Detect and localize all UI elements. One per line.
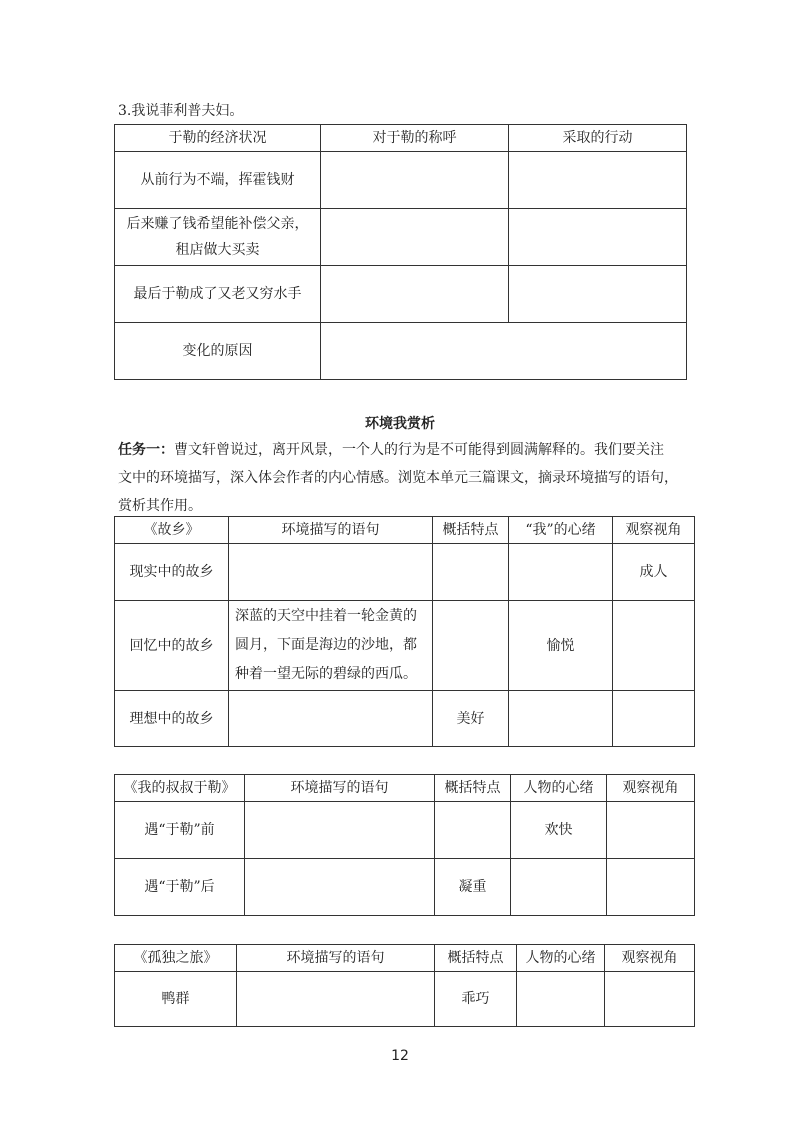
page-number: 12 — [391, 1048, 409, 1064]
sentence-cell[interactable]: 深蓝的天空中挂着一轮金黄的 圆月，下面是海边的沙地，都 种着一望无际的碧绿的西瓜。 — [229, 601, 433, 691]
header-economic-status: 于勒的经济状况 — [115, 125, 321, 152]
table-gudu — [114, 944, 695, 1027]
feature-cell[interactable]: 美好 — [433, 691, 509, 747]
feature-cell[interactable] — [435, 802, 511, 859]
header-feature: 概括特点 — [433, 517, 509, 544]
table-header-row — [115, 125, 687, 152]
table-yule — [114, 774, 695, 916]
empty-cell[interactable] — [509, 152, 687, 209]
header-sentence: 环境描写的语句 — [229, 517, 433, 544]
header-title: 《故乡》 — [115, 517, 229, 544]
header-mood: “我”的心绪 — [509, 517, 613, 544]
header-sentence: 环境描写的语句 — [237, 945, 435, 972]
header-address: 对于勒的称呼 — [321, 125, 509, 152]
table-row — [115, 601, 695, 691]
row-label: 从前行为不端，挥霍钱财 — [115, 152, 321, 209]
header-action: 采取的行动 — [509, 125, 687, 152]
row-name: 遇“于勒”前 — [115, 802, 245, 859]
header-mood: 人物的心绪 — [511, 775, 607, 802]
row-name: 遇“于勒”后 — [115, 859, 245, 916]
table-row — [115, 972, 695, 1027]
empty-cell[interactable] — [509, 209, 687, 266]
row-name: 理想中的故乡 — [115, 691, 229, 747]
feature-cell[interactable] — [433, 544, 509, 601]
sentence-cell[interactable] — [245, 859, 435, 916]
empty-cell[interactable] — [321, 266, 509, 323]
table-row — [115, 152, 687, 209]
section3-title: 3.我说菲利普夫妇。 — [118, 103, 244, 119]
sentence-cell[interactable] — [229, 544, 433, 601]
table-row — [115, 859, 695, 916]
row-label: 最后于勒成了又老又穷水手 — [115, 266, 321, 323]
feature-cell[interactable]: 凝重 — [435, 859, 511, 916]
view-cell[interactable] — [613, 691, 695, 747]
header-title: 《孤独之旅》 — [115, 945, 237, 972]
table-philippe — [114, 124, 687, 380]
task-line-2: 文中的环境描写，深入体会作者的内心情感。浏览本单元三篇课文，摘录环境描写的语句， — [118, 470, 678, 486]
sentence-cell[interactable] — [245, 802, 435, 859]
mood-cell[interactable] — [509, 691, 613, 747]
table-row — [115, 323, 687, 380]
sentence-cell[interactable] — [229, 691, 433, 747]
task-label: 任务一： — [118, 442, 174, 458]
task-paragraph — [118, 436, 698, 464]
feature-cell[interactable]: 乖巧 — [435, 972, 517, 1027]
table-row — [115, 209, 687, 266]
header-mood: 人物的心绪 — [517, 945, 605, 972]
header-sentence: 环境描写的语句 — [245, 775, 435, 802]
empty-cell[interactable] — [321, 323, 687, 380]
task-line-3: 赏析其作用。 — [118, 498, 202, 514]
row-name: 鸭群 — [115, 972, 237, 1027]
row-name: 回忆中的故乡 — [115, 601, 229, 691]
view-cell[interactable] — [605, 972, 695, 1027]
table-header-row — [115, 775, 695, 802]
row-name: 现实中的故乡 — [115, 544, 229, 601]
header-title: 《我的叔叔于勒》 — [115, 775, 245, 802]
table-row — [115, 266, 687, 323]
mood-cell[interactable] — [517, 972, 605, 1027]
sentence-cell[interactable] — [237, 972, 435, 1027]
view-cell[interactable]: 成人 — [613, 544, 695, 601]
mood-cell[interactable]: 愉悦 — [509, 601, 613, 691]
mood-cell[interactable] — [509, 544, 613, 601]
table-row — [115, 544, 695, 601]
row-label: 变化的原因 — [115, 323, 321, 380]
header-view: 观察视角 — [605, 945, 695, 972]
empty-cell[interactable] — [509, 266, 687, 323]
view-cell[interactable] — [607, 859, 695, 916]
mood-cell[interactable]: 欢快 — [511, 802, 607, 859]
header-view: 观察视角 — [613, 517, 695, 544]
view-cell[interactable] — [613, 601, 695, 691]
header-feature: 概括特点 — [435, 945, 517, 972]
table-guxiang — [114, 516, 695, 747]
table-header-row — [115, 945, 695, 972]
row-label: 后来赚了钱希望能补偿父亲， 租店做大买卖 — [115, 209, 321, 266]
empty-cell[interactable] — [321, 209, 509, 266]
empty-cell[interactable] — [321, 152, 509, 209]
table-row — [115, 691, 695, 747]
view-cell[interactable] — [607, 802, 695, 859]
task-text: 曹文轩曾说过，离开风景，一个人的行为是不可能得到圆满解释的。我们要关注 — [174, 442, 664, 458]
table-header-row — [115, 517, 695, 544]
header-feature: 概括特点 — [435, 775, 511, 802]
table-row — [115, 802, 695, 859]
section-title: 环境我赏析 — [365, 416, 435, 432]
header-view: 观察视角 — [607, 775, 695, 802]
mood-cell[interactable] — [511, 859, 607, 916]
feature-cell[interactable] — [433, 601, 509, 691]
